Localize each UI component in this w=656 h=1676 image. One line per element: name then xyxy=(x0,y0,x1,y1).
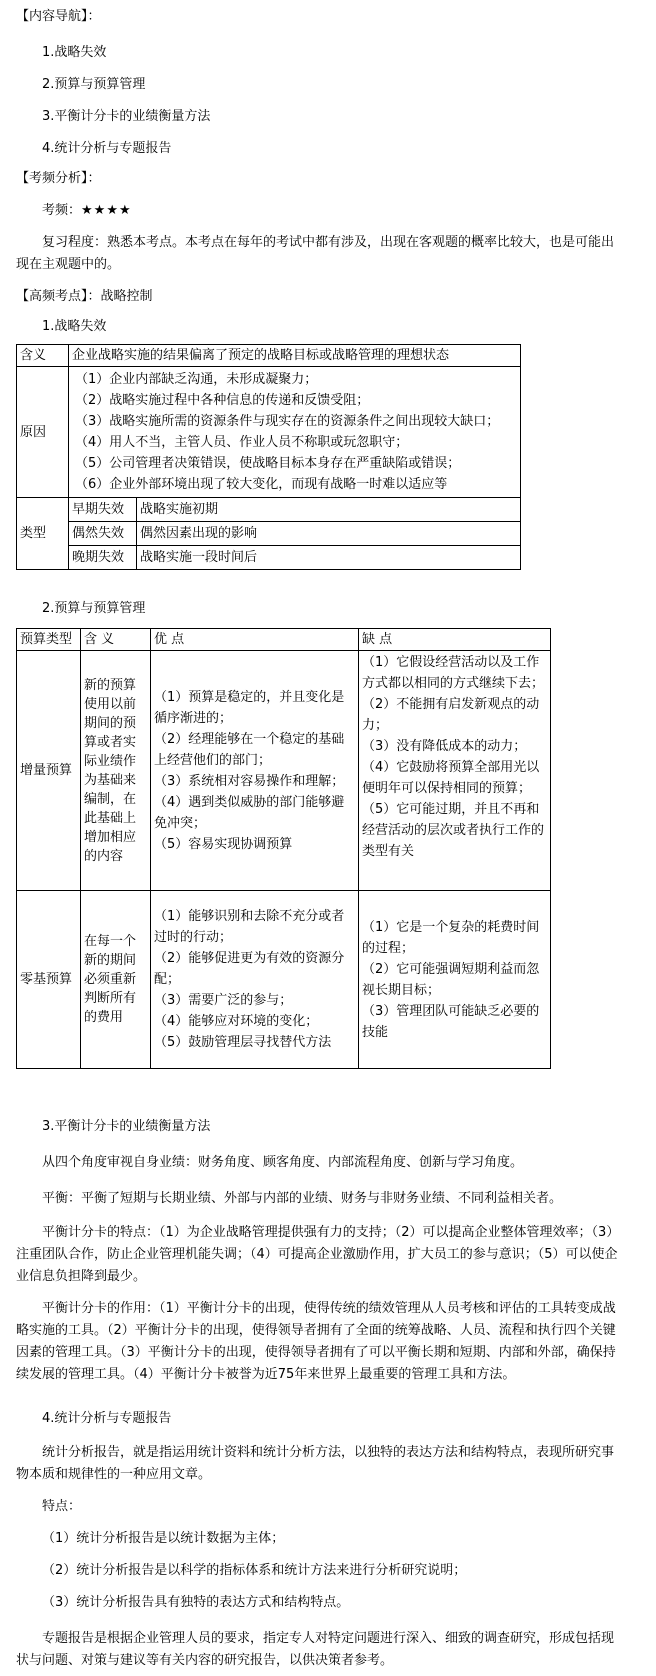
table-row xyxy=(17,498,521,522)
reason-item: （2）战略实施过程中各种信息的传递和反馈受阻； xyxy=(75,393,370,408)
table-row xyxy=(17,367,521,498)
nav-item-1: 1.战略失效 xyxy=(42,45,107,60)
table-row xyxy=(17,546,521,570)
feature-item: （2）统计分析报告是以科学的指标体系和统计方法来进行分析研究说明； xyxy=(42,1563,467,1578)
review-paragraph: 复习程度：熟悉本考点。本考点在每年的考试中都有涉及，出现在客观题的概率比较大，也是可能出现在主观题中的。 xyxy=(16,235,615,272)
budget-cons: （1）它是一个复杂的耗费时间的过程； （2）它可能强调短期利益而忽视长期目标； （3）管理团队可能缺乏必要的技能 xyxy=(359,891,551,1069)
table-header: 缺 点 xyxy=(359,629,551,651)
bsc-perspectives-paragraph: 从四个角度审视自身业绩：财务角度、顾客角度、内部流程角度、创新与学习角度。 xyxy=(42,1155,524,1170)
type-name: 晚期失效 xyxy=(69,546,137,570)
reason-item: （1）企业内部缺乏沟通，未形成凝聚力； xyxy=(75,372,318,387)
nav-item-4: 4.统计分析与专题报告 xyxy=(42,141,172,156)
frequency-stars: ★★★★ xyxy=(81,203,132,218)
strategy-failure-table xyxy=(16,344,521,570)
features-label: 特点： xyxy=(42,1499,82,1514)
section-4-title: 4.统计分析与专题报告 xyxy=(42,1411,172,1426)
section-2-title: 2.预算与预算管理 xyxy=(42,601,146,616)
special-report-paragraph: 专题报告是根据企业管理人员的要求，指定专人对特定问题进行深入、细致的调查研究，形成包括现状与问题、对策与建议等有关内容的研究报告，以供决策者参考。 xyxy=(16,1631,615,1668)
type-name: 早期失效 xyxy=(69,498,137,522)
bsc-features-paragraph: 平衡计分卡的特点：（1）为企业战略管理提供强有力的支持；（2）可以提高企业整体管理效率；（3）注重团队合作，防止企业管理机能失调；（4）可提高企业激励作用，扩大员工的参与意识；（5）可以使企业信息负担降到最少。 xyxy=(16,1225,620,1284)
bsc-functions-paragraph: 平衡计分卡的作用：（1）平衡计分卡的出现，使得传统的绩效管理从人员考核和评估的工具转变成战略实施的工具。（2）平衡计分卡的出现，使得领导者拥有了全面的统筹战略、人员、流程和执行四个关键因素的管理工具。（3）平衡计分卡的出现，使得领导者拥有了可以平衡长期和短期、内部和外部，确保持续发展的管理工具。（4）平衡计分卡被誉为近75年来世界上最重要的管理工具和方法。 xyxy=(16,1301,616,1382)
stat-report-paragraph: 统计分析报告，就是指运用统计资料和统计分析方法，以独特的表达方法和结构特点，表现所研究事物本质和规律性的一种应用文章。 xyxy=(16,1445,615,1482)
table-cell-label: 含义 xyxy=(17,345,69,367)
table-row xyxy=(17,522,521,546)
type-name: 偶然失效 xyxy=(69,522,137,546)
budget-pros: （1）能够识别和去除不充分或者过时的行动； （2）能够促进更为有效的资源分配； （3）需要广泛的参与； （4）能够应对环境的变化； （5）鼓励管理层寻找替代方法 xyxy=(151,891,359,1069)
bsc-balance-paragraph: 平衡：平衡了短期与长期业绩、外部与内部的业绩、财务与非财务业绩、不同利益相关者。 xyxy=(42,1191,563,1206)
table-cell-label: 类型 xyxy=(17,498,69,570)
section-1-title: 1.战略失效 xyxy=(42,319,107,334)
table-header: 预算类型 xyxy=(17,629,81,651)
table-header-row xyxy=(17,629,551,651)
type-desc: 战略实施一段时间后 xyxy=(137,546,521,570)
budget-meaning: 在每一个新的期间必须重新判断所有的费用 xyxy=(81,891,151,1069)
frequency-header: 【考频分析】： xyxy=(16,171,101,186)
type-desc: 偶然因素出现的影响 xyxy=(137,522,521,546)
feature-item: （3）统计分析报告具有独特的表达方式和结构特点。 xyxy=(42,1595,350,1610)
reason-item: （4）用人不当，主管人员、作业人员不称职或玩忽职守； xyxy=(75,435,409,450)
feature-item: （1）统计分析报告是以统计数据为主体； xyxy=(42,1531,285,1546)
table-row xyxy=(17,651,551,891)
frequency-line xyxy=(42,202,132,220)
reason-item: （3）战略实施所需的资源条件与现实存在的资源条件之间出现较大缺口； xyxy=(75,414,500,429)
nav-header: 【内容导航】： xyxy=(16,9,101,24)
nav-item-3: 3.平衡计分卡的业绩衡量方法 xyxy=(42,109,211,124)
table-row xyxy=(17,891,551,1069)
key-point-header: 【高频考点】：战略控制 xyxy=(16,289,153,304)
budget-table xyxy=(16,628,551,1069)
reason-item: （5）公司管理者决策错误，使战略目标本身存在严重缺陷或错误； xyxy=(75,456,461,471)
reason-item: （6）企业外部环境出现了较大变化，而现有战略一时难以适应等 xyxy=(75,477,448,492)
table-header: 优 点 xyxy=(151,629,359,651)
table-cell: 企业战略实施的结果偏离了预定的战略目标或战略管理的理想状态 xyxy=(69,345,521,367)
budget-type: 增量预算 xyxy=(17,651,81,891)
nav-item-2: 2.预算与预算管理 xyxy=(42,77,146,92)
table-cell-label: 原因 xyxy=(17,367,69,498)
budget-type: 零基预算 xyxy=(17,891,81,1069)
budget-cons: （1）它假设经营活动以及工作方式都以相同的方式继续下去； （2）不能拥有启发新观点的动力； （3）没有降低成本的动力； （4）它鼓励将预算全部用光以便明年可以保持相同的预算； （5）它可能过期，并且不再和经营活动的层次或者执行工作的类型有关 xyxy=(359,651,551,891)
table-row xyxy=(17,345,521,367)
frequency-label: 考频： xyxy=(42,203,82,218)
table-cell-reasons xyxy=(69,367,521,498)
table-header: 含 义 xyxy=(81,629,151,651)
budget-pros: （1）预算是稳定的，并且变化是循序渐进的； （2）经理能够在一个稳定的基础上经营他们的部门； （3）系统相对容易操作和理解； （4）遇到类似威胁的部门能够避免冲突； （5）容易实现协调预算 xyxy=(151,651,359,891)
section-3-title: 3.平衡计分卡的业绩衡量方法 xyxy=(42,1119,211,1134)
budget-meaning: 新的预算使用以前期间的预算或者实际业绩作为基础来编制，在此基础上增加相应的内容 xyxy=(81,651,151,891)
type-desc: 战略实施初期 xyxy=(137,498,521,522)
